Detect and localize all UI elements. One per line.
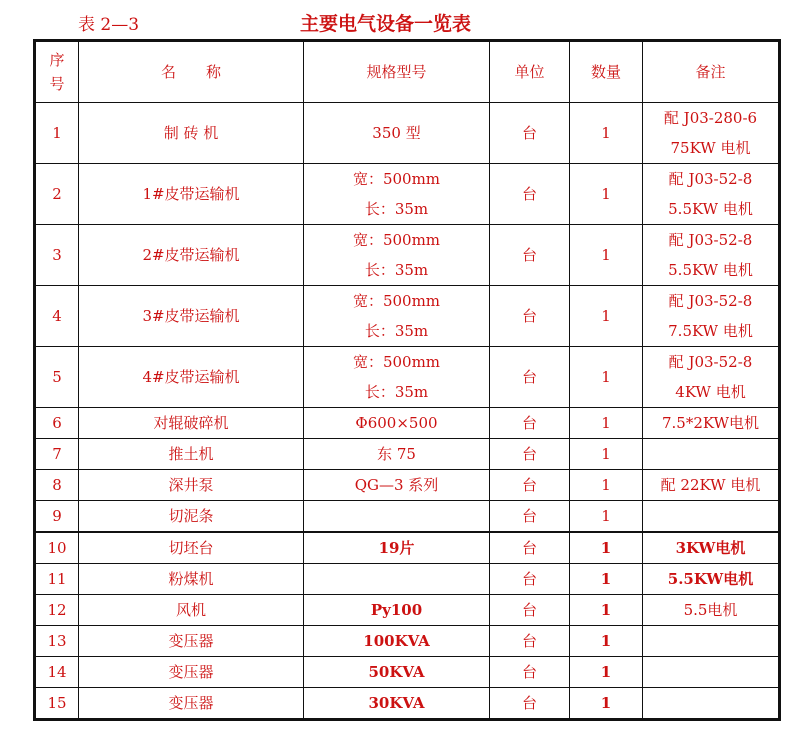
cell-no: 12 bbox=[35, 595, 79, 626]
cell-note bbox=[643, 501, 780, 533]
cell-note-line: 配 J03-52-8 bbox=[668, 292, 753, 310]
cell-note bbox=[643, 626, 780, 657]
cell-spec-line: 长：35m bbox=[364, 322, 429, 340]
table-row bbox=[35, 688, 780, 720]
cell-qty: 1 bbox=[570, 408, 643, 439]
cell-spec-line: 长：35m bbox=[364, 383, 429, 401]
cell-no: 4 bbox=[35, 286, 79, 347]
header-spec: 规格型号 bbox=[304, 41, 490, 103]
cell-no: 15 bbox=[35, 688, 79, 720]
cell-qty: 1 bbox=[570, 564, 643, 595]
cell-unit: 台 bbox=[490, 439, 570, 470]
cell-name: 风机 bbox=[79, 595, 304, 626]
table-number: 表 2—3 bbox=[78, 15, 140, 35]
cell-no: 8 bbox=[35, 470, 79, 501]
cell-name: 变压器 bbox=[79, 688, 304, 720]
cell-no: 13 bbox=[35, 626, 79, 657]
cell-spec bbox=[304, 164, 490, 225]
cell-name: 切泥条 bbox=[79, 501, 304, 533]
cell-name: 粉煤机 bbox=[79, 564, 304, 595]
cell-no: 6 bbox=[35, 408, 79, 439]
table-row bbox=[35, 657, 780, 688]
cell-no: 11 bbox=[35, 564, 79, 595]
cell-spec bbox=[304, 501, 490, 533]
cell-no: 7 bbox=[35, 439, 79, 470]
cell-name: 制 砖 机 bbox=[79, 103, 304, 164]
table-row bbox=[35, 225, 780, 286]
cell-spec-line: 宽：500mm bbox=[352, 292, 441, 310]
cell-no: 1 bbox=[35, 103, 79, 164]
cell-spec-line: 宽：500mm bbox=[352, 353, 441, 371]
cell-spec-line: 350 型 bbox=[372, 124, 421, 142]
cell-spec-line: 50KVA bbox=[368, 663, 425, 681]
cell-note-line: 7.5KW 电机 bbox=[668, 322, 753, 340]
cell-note bbox=[643, 532, 780, 564]
cell-qty: 1 bbox=[570, 595, 643, 626]
cell-spec bbox=[304, 408, 490, 439]
cell-qty: 1 bbox=[570, 626, 643, 657]
table-row bbox=[35, 164, 780, 225]
cell-spec-line: 19片 bbox=[378, 539, 415, 557]
cell-unit: 台 bbox=[490, 688, 570, 720]
cell-spec bbox=[304, 103, 490, 164]
table-row bbox=[35, 470, 780, 501]
cell-no: 10 bbox=[35, 532, 79, 564]
cell-spec-line: 100KVA bbox=[363, 632, 430, 650]
cell-spec bbox=[304, 564, 490, 595]
cell-unit: 台 bbox=[490, 470, 570, 501]
cell-note-line: 配 J03-52-8 bbox=[668, 170, 753, 188]
cell-note bbox=[643, 470, 780, 501]
cell-name: 1#皮带运输机 bbox=[79, 164, 304, 225]
cell-spec-line: Py100 bbox=[370, 601, 423, 619]
cell-unit: 台 bbox=[490, 225, 570, 286]
cell-spec bbox=[304, 595, 490, 626]
header-unit: 单位 bbox=[490, 41, 570, 103]
cell-unit: 台 bbox=[490, 532, 570, 564]
cell-note-line: 配 22KW 电机 bbox=[660, 476, 761, 494]
cell-name: 2#皮带运输机 bbox=[79, 225, 304, 286]
equipment-table bbox=[33, 39, 781, 721]
table-row bbox=[35, 564, 780, 595]
cell-spec bbox=[304, 626, 490, 657]
cell-no: 3 bbox=[35, 225, 79, 286]
cell-qty: 1 bbox=[570, 286, 643, 347]
cell-qty: 1 bbox=[570, 470, 643, 501]
cell-spec-line: 宽：500mm bbox=[352, 231, 441, 249]
table-row bbox=[35, 532, 780, 564]
cell-spec-line: 长：35m bbox=[364, 261, 429, 279]
cell-unit: 台 bbox=[490, 626, 570, 657]
cell-spec bbox=[304, 657, 490, 688]
cell-unit: 台 bbox=[490, 164, 570, 225]
cell-note bbox=[643, 439, 780, 470]
cell-spec-line: QG—3 系列 bbox=[354, 476, 439, 494]
cell-spec-line: 30KVA bbox=[368, 694, 425, 712]
cell-no: 14 bbox=[35, 657, 79, 688]
cell-note bbox=[643, 657, 780, 688]
cell-spec bbox=[304, 688, 490, 720]
cell-qty: 1 bbox=[570, 501, 643, 533]
cell-note bbox=[643, 164, 780, 225]
table-row bbox=[35, 347, 780, 408]
header-note: 备注 bbox=[643, 41, 780, 103]
cell-qty: 1 bbox=[570, 164, 643, 225]
cell-spec bbox=[304, 532, 490, 564]
cell-spec-line: 长：35m bbox=[364, 200, 429, 218]
header-no: 序号 bbox=[35, 41, 79, 103]
cell-no: 5 bbox=[35, 347, 79, 408]
cell-name: 变压器 bbox=[79, 657, 304, 688]
cell-name: 3#皮带运输机 bbox=[79, 286, 304, 347]
cell-note bbox=[643, 564, 780, 595]
cell-no: 2 bbox=[35, 164, 79, 225]
cell-qty: 1 bbox=[570, 103, 643, 164]
cell-unit: 台 bbox=[490, 564, 570, 595]
table-row bbox=[35, 626, 780, 657]
cell-qty: 1 bbox=[570, 347, 643, 408]
cell-name: 深井泵 bbox=[79, 470, 304, 501]
cell-spec bbox=[304, 470, 490, 501]
cell-note-line: 配 J03-280-6 bbox=[663, 109, 758, 127]
header-qty: 数量 bbox=[570, 41, 643, 103]
cell-unit: 台 bbox=[490, 657, 570, 688]
cell-spec-line: 东 75 bbox=[377, 445, 416, 463]
cell-note bbox=[643, 688, 780, 720]
cell-unit: 台 bbox=[490, 286, 570, 347]
cell-note-line: 配 J03-52-8 bbox=[668, 353, 753, 371]
cell-note bbox=[643, 286, 780, 347]
cell-spec bbox=[304, 347, 490, 408]
cell-note bbox=[643, 103, 780, 164]
cell-note-line: 75KW 电机 bbox=[670, 139, 751, 157]
cell-note-line: 4KW 电机 bbox=[675, 383, 746, 401]
cell-spec bbox=[304, 286, 490, 347]
cell-name: 变压器 bbox=[79, 626, 304, 657]
cell-qty: 1 bbox=[570, 688, 643, 720]
cell-qty: 1 bbox=[570, 532, 643, 564]
cell-name: 切坯台 bbox=[79, 532, 304, 564]
cell-spec-line: Φ600×500 bbox=[355, 414, 438, 432]
cell-unit: 台 bbox=[490, 103, 570, 164]
cell-note bbox=[643, 347, 780, 408]
header-name: 名 称 bbox=[79, 41, 304, 103]
table-title: 主要电气设备一览表 bbox=[300, 13, 472, 35]
cell-note-line: 5.5电机 bbox=[683, 601, 738, 619]
cell-unit: 台 bbox=[490, 595, 570, 626]
cell-unit: 台 bbox=[490, 501, 570, 533]
cell-qty: 1 bbox=[570, 657, 643, 688]
table-row bbox=[35, 286, 780, 347]
cell-note bbox=[643, 408, 780, 439]
cell-name: 推土机 bbox=[79, 439, 304, 470]
cell-no: 9 bbox=[35, 501, 79, 533]
cell-name: 4#皮带运输机 bbox=[79, 347, 304, 408]
table-row bbox=[35, 408, 780, 439]
cell-note-line: 5.5KW 电机 bbox=[668, 261, 753, 279]
table-row bbox=[35, 501, 780, 533]
cell-note-line: 配 J03-52-8 bbox=[668, 231, 753, 249]
cell-note-line: 5.5KW电机 bbox=[667, 570, 754, 588]
cell-note-line: 3KW电机 bbox=[675, 539, 746, 557]
table-row bbox=[35, 103, 780, 164]
table-body bbox=[35, 103, 780, 720]
cell-qty: 1 bbox=[570, 439, 643, 470]
cell-qty: 1 bbox=[570, 225, 643, 286]
cell-spec-line: 宽：500mm bbox=[352, 170, 441, 188]
cell-note-line: 7.5*2KW电机 bbox=[662, 414, 759, 432]
cell-unit: 台 bbox=[490, 347, 570, 408]
cell-unit: 台 bbox=[490, 408, 570, 439]
cell-spec bbox=[304, 439, 490, 470]
cell-spec bbox=[304, 225, 490, 286]
cell-name: 对辊破碎机 bbox=[79, 408, 304, 439]
table-row bbox=[35, 595, 780, 626]
cell-note bbox=[643, 225, 780, 286]
table-row bbox=[35, 439, 780, 470]
cell-note bbox=[643, 595, 780, 626]
cell-note-line: 5.5KW 电机 bbox=[668, 200, 753, 218]
